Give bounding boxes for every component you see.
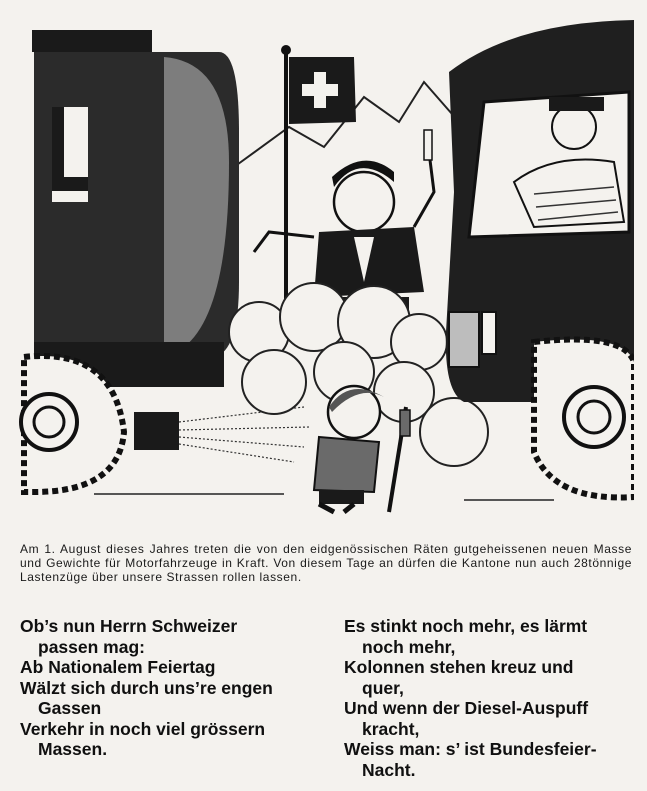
poem-line: noch mehr, bbox=[362, 636, 456, 657]
poem-line: Kolonnen stehen kreuz und bbox=[344, 657, 574, 677]
poem-line: Es stinkt noch mehr, es lärmt bbox=[344, 616, 588, 636]
poem-left-column bbox=[20, 616, 320, 760]
poem-line: quer, bbox=[362, 677, 404, 698]
speaker-figure bbox=[254, 130, 434, 313]
poem-line: Weiss man: s’ ist Bundesfeier- bbox=[344, 739, 597, 759]
poem-line: Nacht. bbox=[362, 759, 416, 780]
poem-line: Ab Nationalem Feiertag bbox=[20, 657, 216, 677]
tanker-truck bbox=[21, 30, 309, 492]
poem-line: passen mag: bbox=[38, 636, 145, 657]
cartoon-illustration bbox=[14, 12, 634, 517]
poem-line: Wälzt sich durch uns’re engen bbox=[20, 677, 273, 698]
poem-line: Verkehr in noch viel grössern bbox=[20, 718, 266, 739]
poem-line: kracht, bbox=[362, 718, 420, 739]
article-caption: Am 1. August dieses Jahres treten die von den eidgenössischen Räten gutgeheissenen neuen Masse und Gewichte für Motorfahrzeuge in Kraft. Von diesem Tage an dürfen die Kantone nun auch 28tönnige Lastenzüge über unsere Strassen rollen lassen. bbox=[20, 542, 632, 584]
poem-line: Massen. bbox=[38, 739, 108, 759]
poem-right-column bbox=[344, 616, 634, 780]
poem-line: Ob’s nun Herrn Schweizer bbox=[20, 616, 238, 636]
poem-line: Gassen bbox=[38, 698, 102, 718]
poem-line: Und wenn der Diesel-Auspuff bbox=[344, 698, 589, 718]
cab-wheel bbox=[534, 340, 634, 498]
